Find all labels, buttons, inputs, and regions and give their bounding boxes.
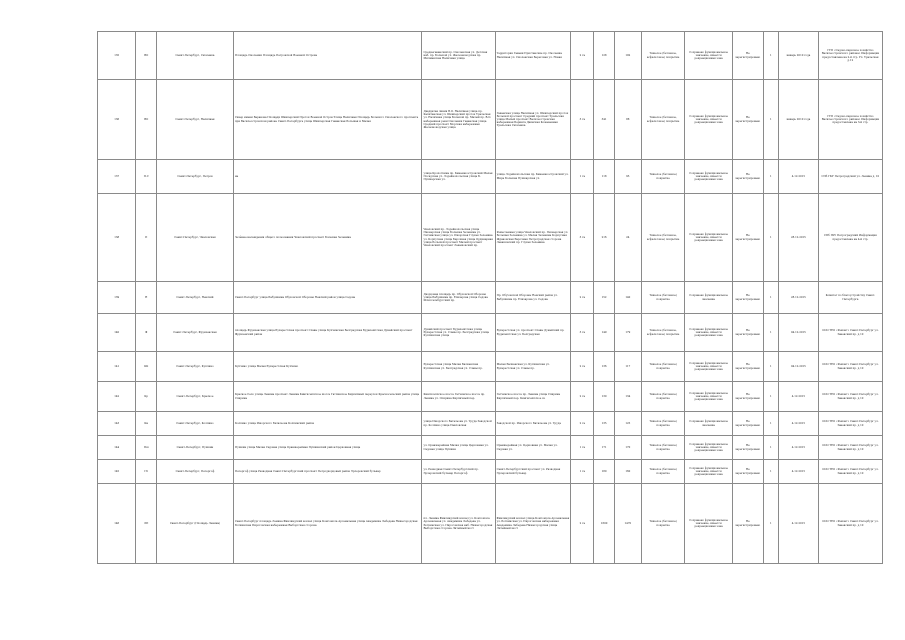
boundaries-cell: улица Ижорского Батальона ул. Труда Заводской пр. Колпино улица Павловская xyxy=(422,412,495,436)
surface-type-cell: Тяжелое (бетонное) покрытие xyxy=(641,436,685,460)
area-cell: 2 га xyxy=(571,32,594,80)
note-cell: ООО ТЕО «Ремонт» Санкт-Петербург ул. Заневский пр. д.10 xyxy=(818,436,882,460)
area-cell: 3 га xyxy=(571,80,594,160)
ownership-cell: Не зарегистрировано xyxy=(732,352,763,382)
value-2-cell: 140 xyxy=(614,282,641,314)
surface-type-cell: Тяжелое (бетонное, асфальтовое) покрытие xyxy=(641,194,685,282)
table-row xyxy=(98,382,883,412)
area-cell: 2 га xyxy=(571,282,594,314)
ownership-cell: Не зарегистрировано xyxy=(732,32,763,80)
date-cell: 4.12.2015 xyxy=(779,382,819,412)
object-description-cell: Пушкин улица Малая Садовая улица Оранжерейная Пушкинский район Церковная улица xyxy=(233,436,422,460)
category-cell: 1 xyxy=(763,32,778,80)
value-1-cell: 171 xyxy=(594,436,615,460)
category-cell: 1 xyxy=(763,460,778,484)
area-cell: 1 га xyxy=(571,460,594,484)
value-1-cell: 216 xyxy=(594,194,615,282)
condition-cell: Сохранено функциональное значение, имеется рекреационная зона xyxy=(685,80,732,160)
ownership-cell: Не зарегистрировано xyxy=(732,412,763,436)
condition-cell: Сохранено функциональное значение xyxy=(685,282,732,314)
table-row xyxy=(98,32,883,80)
area-cell: 2 га xyxy=(571,484,594,564)
category-cell: 1 xyxy=(763,352,778,382)
value-2-cell: 125 xyxy=(614,412,641,436)
row-number-cell: 143 xyxy=(98,412,136,436)
surface-type-cell: Тяжелое (бетонное, асфальтовое) покрытие xyxy=(641,80,685,160)
district-code-cell: ЛП xyxy=(136,484,157,564)
value-2-cell: 170 xyxy=(614,436,641,460)
address-cell: Санкт-Петербург, Петергоф xyxy=(156,460,233,484)
object-description-cell: Зелёные насаждения общего пользования Чкаловский проспект Большая Зеленина xyxy=(233,194,422,282)
address-cell: Санкт-Петербург, Купчино xyxy=(156,352,233,382)
date-cell: 4.12.2015 xyxy=(779,484,819,564)
row-number-cell: 139 xyxy=(98,282,136,314)
surface-type-cell: Тяжелое (бетонное) покрытие xyxy=(641,282,685,314)
boundaries-cell: Бухарестская улица Малая Балканская Купчинская ул. Белградская ул. Славы пр. xyxy=(422,352,495,382)
ownership-cell: Не зарегистрировано xyxy=(732,460,763,484)
value-1-cell: 341 xyxy=(594,80,615,160)
table-row xyxy=(98,80,883,160)
value-2-cell: 134 xyxy=(614,382,641,412)
object-description-cell: Площадь Смоленки Площадь Петровской Военной Острова xyxy=(233,32,422,80)
note-cell: ГУП «Садово-парковое хозяйство Василеостровского района» Информация предоставлена на 3-й стр. xyxy=(818,80,882,160)
note-cell: ООО ТЕО «Ремонт» Санкт-Петербург ул. Заневский пр. д.10 xyxy=(818,352,882,382)
table-row xyxy=(98,436,883,460)
address-cell: Санкт-Петербург, Пушкин xyxy=(156,436,233,460)
value-1-cell: 130 xyxy=(594,382,615,412)
district-code-cell: Кр xyxy=(136,382,157,412)
object-description-cell: Петергоф улица Разводная Санкт-Петербургский проспект Петродворцовый район Эрлеровский бульвар xyxy=(233,460,422,484)
value-1-cell: 149 xyxy=(594,314,615,352)
value-1-cell: 136 xyxy=(594,352,615,382)
object-description-cell: на xyxy=(233,160,422,194)
note-cell: СПб ГКУ Петроградский Информация предоставлена на 4-й стр. xyxy=(818,194,882,282)
surface-type-cell: Тяжелое (бетонное) покрытие xyxy=(641,160,685,194)
ownership-cell: Не зарегистрировано xyxy=(732,314,763,352)
address-cell: Санкт-Петербург, Смоленка xyxy=(156,32,233,80)
boundaries-cell: Кингисеппское шоссе Гатчинское шоссе пр. Ленина ул. Спирина Кирпичный пер. xyxy=(422,382,495,412)
boundaries-alt-cell: Оранжерейная ул. Церковная ул. Малая ул. Садовая ул. xyxy=(495,436,571,460)
surface-type-cell: Тяжелое (бетонное, асфальтовое) покрытие xyxy=(641,314,685,352)
category-cell: 1 xyxy=(763,160,778,194)
table-row xyxy=(98,460,883,484)
district-code-cell: П.С xyxy=(136,160,157,194)
surface-type-cell: Тяжелое (бетонное) покрытие xyxy=(641,412,685,436)
district-code-cell: КК xyxy=(136,352,157,382)
category-cell: 1 xyxy=(763,412,778,436)
value-1-cell: 118 xyxy=(594,160,615,194)
note-cell: СПб ГКУ Петроградский ул. Ленина д. 10 xyxy=(818,160,882,194)
value-2-cell: 1470 xyxy=(614,484,641,564)
address-cell: Санкт-Петербург, Колпино xyxy=(156,412,233,436)
date-cell: январь 2010 года xyxy=(779,80,819,160)
address-cell: Санкт-Петербург, Красное xyxy=(156,382,233,412)
note-cell: ООО ТЕО «Ремонт» Санкт-Петербург ул. Заневский пр. д.10 xyxy=(818,314,882,352)
row-number-cell: 138 xyxy=(98,194,136,282)
ownership-cell: Не зарегистрировано xyxy=(732,160,763,194)
table-row xyxy=(98,314,883,352)
category-cell: 1 xyxy=(763,382,778,412)
category-cell: 1 xyxy=(763,194,778,282)
district-code-cell: ВО xyxy=(136,32,157,80)
category-cell: 1 xyxy=(763,80,778,160)
date-cell: 4.12.2015 xyxy=(779,160,819,194)
address-cell: Санкт-Петербург (Площадь Ленина) xyxy=(156,484,233,564)
date-cell: 04.12.2015 xyxy=(779,314,819,352)
row-number-cell: 136 xyxy=(98,80,136,160)
row-number-cell: 140 xyxy=(98,314,136,352)
table-row xyxy=(98,484,883,564)
object-description-cell: Купчино улица Малая Бухарестская Купчино xyxy=(233,352,422,382)
boundaries-alt-cell: улица Лодейнопольская пр. Каменноостровский ул. Мира Большая Пушкарская ул. xyxy=(495,160,571,194)
category-cell: 1 xyxy=(763,436,778,460)
object-description-cell: Колпино улица Ижорского Батальона Колпинский район xyxy=(233,412,422,436)
boundaries-alt-cell: Гатчинское шоссе пр. Ленина улица Спирина Кирпичный пер. Кингисеппское ш. xyxy=(495,382,571,412)
table-row xyxy=(98,282,883,314)
address-cell: Санкт-Петербург, Наличная xyxy=(156,80,233,160)
address-cell: Санкт-Петербург, Петров xyxy=(156,160,233,194)
note-cell: Комитет по благоустройству Санкт-Петербурга xyxy=(818,282,882,314)
ownership-cell: Не зарегистрировано xyxy=(732,382,763,412)
date-cell: 28.12.2015 xyxy=(779,194,819,282)
boundaries-cell: Среднегаванский пр. Смоленская ул. Детская наб. пр. Большой ул. Железноводская пр. Мичманская Наличная улица xyxy=(422,32,495,80)
surface-type-cell: Тяжелое (бетонное) покрытие xyxy=(641,352,685,382)
boundaries-cell: улица Кропоткина пр. Каменноостровский Малая Посадская ул. Лодейнопольская улица Б. Пушкарская ул. xyxy=(422,160,495,194)
date-cell: январь 2010 года xyxy=(779,32,819,80)
address-cell: Санкт-Петербург, Чкаловская xyxy=(156,194,233,282)
category-cell: 1 xyxy=(763,484,778,564)
district-code-cell: ВО xyxy=(136,80,157,160)
condition-cell: Сохранено функциональное значение, имеется рекреационная зона xyxy=(685,460,732,484)
boundaries-alt-cell: Гаванская улица Наличная ул. Шкиперский проток Большой проспект Средний проспект Уральская улица Малый проспект Василеостровская набережная Беринга Двинская Кожевенная Уральская Смоленка xyxy=(495,80,571,160)
date-cell: 4.12.2015 xyxy=(779,412,819,436)
district-code-cell: Пш xyxy=(136,436,157,460)
condition-cell: Сохранено функциональное значение, имеется рекреационная зона xyxy=(685,382,732,412)
condition-cell: Сохранено функциональное значение, имеется рекреационная зона xyxy=(685,32,732,80)
area-cell: 3 га xyxy=(571,314,594,352)
row-number-cell: 145 xyxy=(98,460,136,484)
surface-type-cell: Тяжелое (бетонное) покрытие xyxy=(641,484,685,564)
date-cell: 04.12.2015 xyxy=(779,352,819,382)
value-1-cell: 128 xyxy=(594,32,615,80)
boundaries-alt-cell: Территория Гавани Пристанские пр. Смоленка Наличная ул. Смоленская Береговая ул. Новая xyxy=(495,32,571,80)
condition-cell: Сохранено функциональное значение, имеется рекреационная зона xyxy=(685,484,732,564)
value-2-cell: 88 xyxy=(614,80,641,160)
note-cell: ООО ТЕО «Ремонт» Санкт-Петербург ул. Заневский пр. д.10 xyxy=(818,412,882,436)
condition-cell: Сохранено функциональное значение, имеется рекреационная зона xyxy=(685,160,732,194)
value-2-cell: 24 xyxy=(614,194,641,282)
district-code-cell: Ф xyxy=(136,314,157,352)
area-cell: 1 га xyxy=(571,160,594,194)
boundaries-alt-cell: Финляндский вокзал улица Комсомола Арсенальная ул. Боткинская ул. Пироговская набережная Академика Лебедева Нижегородская улица Литейный мост xyxy=(495,484,571,564)
note-cell: ООО ТЕО «Ремонт» Санкт-Петербург ул. Заневский пр. д.10 xyxy=(818,382,882,412)
object-description-cell: Сквер имени Баранова Площади Шкиперский Проток Военной Остров Улица Наличная Площадь Большого Смоленского проспекта при Василеостровском районе Санкт-Петербурга улица Шкиперская Гаванская Большая и Малая xyxy=(233,80,422,160)
district-code-cell: П xyxy=(136,194,157,282)
area-cell: 1 га xyxy=(571,436,594,460)
ownership-cell: Не зарегистрировано xyxy=(732,484,763,564)
value-2-cell: 192 xyxy=(614,32,641,80)
boundaries-alt-cell: Пр. Обуховской Обороны Невский район ул. Бабушкина пр. Елизарова ул. Седова xyxy=(495,282,571,314)
value-2-cell: 95 xyxy=(614,160,641,194)
condition-cell: Сохранено функциональное значение, имеется рекреационная зона xyxy=(685,352,732,382)
note-cell: ГУП «Садово-парковое хозяйство Василеостровского района» Информация предоставлена на 2-й стр. Ул. Уральская д.12 xyxy=(818,32,882,80)
ownership-cell: Не зарегистрировано xyxy=(732,80,763,160)
address-cell: Санкт-Петербург, Невский xyxy=(156,282,233,314)
table-body xyxy=(98,32,883,564)
value-1-cell: 180 xyxy=(594,460,615,484)
boundaries-alt-cell: Малая Балканская ул. Купчинская ул. Бухарестская ул. Славы пр. xyxy=(495,352,571,382)
boundaries-alt-cell: Ремесленная улица Чкаловский пр. Пионерская ул. Большая Зеленина ул. Малая Зеленина Корпусная Ждановская Барочная Петроградская сторона Левашовский пр. Глухая Зеленина xyxy=(495,194,571,282)
value-1-cell: 1600 xyxy=(594,484,615,564)
green-zones-register-table xyxy=(97,31,883,564)
category-cell: 1 xyxy=(763,314,778,352)
table-row xyxy=(98,352,883,382)
condition-cell: Сохранено функциональное значение xyxy=(685,412,732,436)
table-row xyxy=(98,194,883,282)
row-number-cell: 144 xyxy=(98,436,136,460)
condition-cell: Сохранено функциональное значение, имеется рекреационная зона xyxy=(685,436,732,460)
ownership-cell: Не зарегистрировано xyxy=(732,194,763,282)
boundaries-alt-cell: Бухарестская ул. проспект Славы Дунайский пр. Будапештская ул. Белградская xyxy=(495,314,571,352)
boundaries-cell: ул. Оранжерейная Малая улица Церковная ул. Садовая улица Пушкин xyxy=(422,436,495,460)
note-cell: ООО ТЕО «Ремонт» Санкт-Петербург ул. Заневский пр. д.10 xyxy=(818,460,882,484)
boundaries-alt-cell: Заводской пр. Ижорского Батальона ул. Труда xyxy=(495,412,571,436)
value-2-cell: 117 xyxy=(614,352,641,382)
date-cell: 4.12.2015 xyxy=(779,436,819,460)
table-row xyxy=(98,160,883,194)
category-cell: 1 xyxy=(763,282,778,314)
ownership-cell: Не зарегистрировано xyxy=(732,436,763,460)
boundaries-cell: ул. Разводная Санкт-Петербургский пр. Эрлеровский бульвар Петергоф xyxy=(422,460,495,484)
boundaries-cell: Дунайский проспект Будапештская улица Бухарестская ул. Славы пр. Белградская улица Купчинская улица xyxy=(422,314,495,352)
district-code-cell: Кн xyxy=(136,412,157,436)
surface-type-cell: Тяжелое (бетонное) покрытие xyxy=(641,460,685,484)
date-cell: 28.12.2015 xyxy=(779,282,819,314)
area-cell: 3 га xyxy=(571,194,594,282)
area-cell: 2 га xyxy=(571,412,594,436)
value-2-cell: 179 xyxy=(614,314,641,352)
table-row xyxy=(98,412,883,436)
boundaries-cell: Двадцатая линия В.О. Наличная улица пр. Капитанская ул. Шкиперский проток Уральская ул. Наличная улица Большой пр. Малый пр. В.О. набережная реки Смоленки Гаванская улица Средний проспект Морская набережная Железноводская улица xyxy=(422,80,495,160)
row-number-cell: 146 xyxy=(98,484,136,564)
area-cell: 2 га xyxy=(571,382,594,412)
object-description-cell: Санкт-Петербург улица Бабушкина Обуховской Обороны Невский район улица Седова xyxy=(233,282,422,314)
object-description-cell: площадь Фрунзенская улица Бухарестская проспект Славы улица Купчинская Белградская Будапештская Дунайский проспект Фрунзенский район xyxy=(233,314,422,352)
ownership-cell: Не зарегистрировано xyxy=(732,282,763,314)
row-number-cell: 141 xyxy=(98,352,136,382)
row-number-cell: 135 xyxy=(98,32,136,80)
date-cell: 4.12.2015 xyxy=(779,460,819,484)
object-description-cell: Красное Село улица Ленина проспект Ленина Кингисеппское шоссе Гатчинское Кирпичный переулок Красносельский район улица Спирина xyxy=(233,382,422,412)
row-number-cell: 137 xyxy=(98,160,136,194)
boundaries-cell: Дворцовая площадь пр. Обуховской Обороны улица Бабушкина пр. Елизарова улица Седова Шлиссельбургский пр. xyxy=(422,282,495,314)
condition-cell: Сохранено функциональное значение, имеется рекреационная зона xyxy=(685,194,732,282)
row-number-cell: 142 xyxy=(98,382,136,412)
value-1-cell: 152 xyxy=(594,282,615,314)
address-cell: Санкт-Петербург, Фрунзенская xyxy=(156,314,233,352)
condition-cell: Сохранено функциональное значение, имеется рекреационная зона xyxy=(685,314,732,352)
note-cell: ООО ТЕО «Ремонт» Санкт-Петербург ул. Заневский пр. д.10 xyxy=(818,484,882,564)
boundaries-alt-cell: Санкт-Петербургский проспект ул. Разводная Эрлеровский бульвар xyxy=(495,460,571,484)
district-code-cell: Пт xyxy=(136,460,157,484)
area-cell: 2 га xyxy=(571,352,594,382)
surface-type-cell: Тяжелое (бетонное) покрытие xyxy=(641,382,685,412)
district-code-cell: Н xyxy=(136,282,157,314)
value-1-cell: 135 xyxy=(594,412,615,436)
object-description-cell: Санкт-Петербург площадь Ленина Финляндский вокзал улица Комсомола Арсенальная улица Академика Лебедева Нижегородская Боткинская Пироговская набережная Выборгская сторона xyxy=(233,484,422,564)
surface-type-cell: Тяжелое (бетонное, асфальтовое) покрытие xyxy=(641,32,685,80)
boundaries-cell: пл. Ленина Финляндский вокзал ул. Комсомола Арсенальная ул. Академика Лебедева ул. Боткинская ул. Пироговская наб. Нижегородская Выборгская сторона Литейный мост xyxy=(422,484,495,564)
value-2-cell: 160 xyxy=(614,460,641,484)
boundaries-cell: Чкаловский пр. Лодейнопольская улица Пионерская улица Большая Зеленина ул. Гатчинская улица ул. Ижорская Глухая Зеленина ул. Корпусная улица Барочная улица Ординарная улица Большой проспект Малый проспект Чкаловский проспект Левашовский пр. xyxy=(422,194,495,282)
